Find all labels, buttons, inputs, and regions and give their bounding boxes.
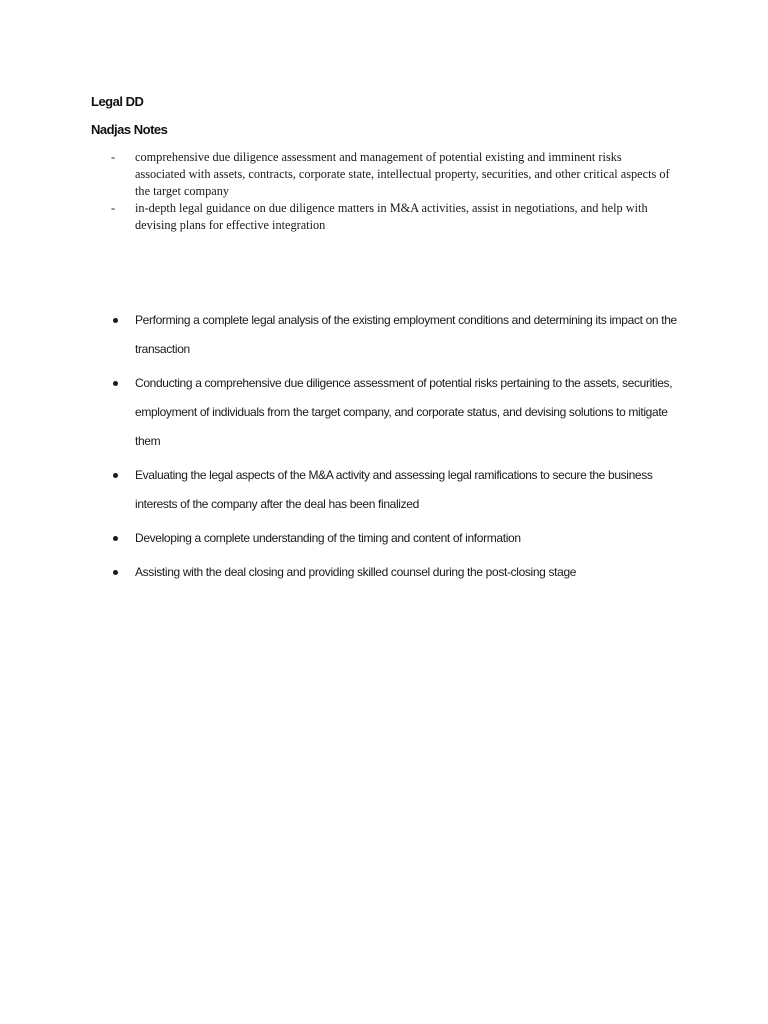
bullet-text: Conducting a comprehensive due diligence assessment of potential risks pertaining to the assets, securities, employment of individuals from the target company, and corporate status, and devising solutions to mitigate them [135,376,673,448]
document-title: Legal DD [91,94,144,109]
bullet-icon [113,473,118,478]
note-text: comprehensive due diligence assessment and management of potential existing and imminent risks associated with assets, contracts, corporate state, intellectual property, securities, and other critical aspects of the target company [135,150,670,198]
bullet-text: Assisting with the deal closing and providing skilled counsel during the post-closing stage [135,565,577,579]
bullet-text: Evaluating the legal aspects of the M&A activity and assessing legal ramifications to secure the business interests of the company after the deal has been finalized [135,468,653,511]
bullet-text: Performing a complete legal analysis of the existing employment conditions and determining its impact on the transaction [135,313,677,356]
list-item [111,524,691,553]
document-subtitle: Nadjas Notes [91,122,168,137]
bullet-icon [113,570,118,575]
note-text: in-depth legal guidance on due diligence matters in M&A activities, assist in negotiations, and help with devising plans for effective integration [135,201,648,232]
bullet-icon [113,536,118,541]
responsibilities-list [111,306,691,592]
bullet-text: Developing a complete understanding of the timing and content of information [135,531,521,545]
list-item [111,306,691,364]
list-item [111,369,691,456]
list-item [111,200,671,234]
list-item [111,461,691,519]
list-item [111,558,691,587]
list-item [111,149,671,200]
bullet-icon [113,381,118,386]
dash-marker: - [111,150,116,164]
dash-marker: - [111,201,116,215]
notes-list [111,149,671,234]
bullet-icon [113,318,118,323]
